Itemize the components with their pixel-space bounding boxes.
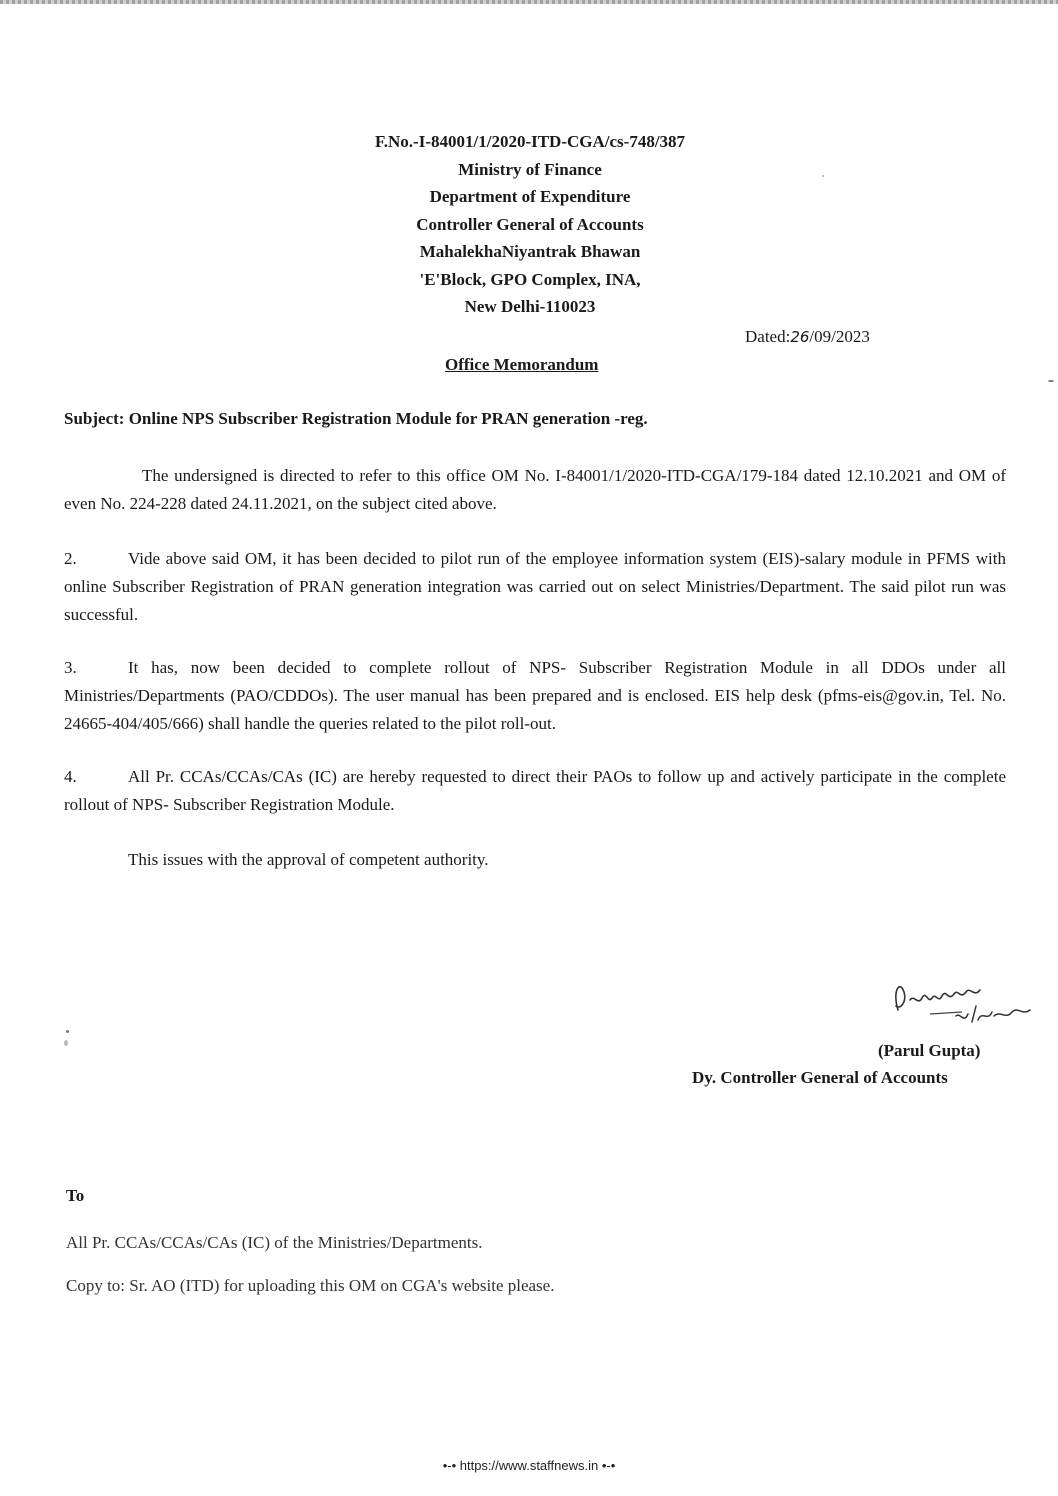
file-number [340, 128, 720, 156]
scan-speck [66, 1030, 69, 1033]
city-address: New Delhi-110023 [464, 297, 596, 316]
scan-speck [822, 175, 824, 177]
file-number-handwritten: 387 [659, 132, 686, 151]
document-title: Office Memorandum [445, 355, 599, 374]
copy-to-line: Copy to: Sr. AO (ITD) for uploading this OM on CGA's website please. [66, 1276, 555, 1295]
letterhead [340, 128, 720, 321]
date-day-handwritten: 26 [790, 328, 810, 346]
paragraph-text: It has, now been decided to complete rollout of NPS- Subscriber Registration Module in all DDOs under all Ministries/Departments (PAO/CDDOs). The user manual has been prepared and is enclosed. EIS help desk (pfms-eis@gov.in, Tel. No. 24665-404/405/666) shall handle the queries related to the pilot roll-out. [64, 658, 1006, 733]
file-number-text: F.No.-I-84001/1/2020-ITD-CGA/cs-748/ [374, 132, 660, 151]
handwritten-signature [870, 970, 1040, 1040]
paragraph-number: 3. [64, 658, 77, 677]
date-rest: /09/2023 [809, 327, 870, 346]
paragraph-1: The undersigned is directed to refer to this office OM No. I-84001/1/2020-ITD-CGA/179-184 dated 12.10.2021 and OM of even No. 224-228 dated 24.11.2021, on the subject cited above. [64, 466, 1006, 513]
footer-url: •-• https://www.staffnews.in •-• [442, 1458, 616, 1473]
signatory-name: (Parul Gupta) [878, 1041, 981, 1060]
approval-note: This issues with the approval of competent authority. [128, 850, 489, 869]
block-address: 'E'Block, GPO Complex, INA, [419, 269, 641, 289]
ministry-name: Ministry of Finance [458, 159, 602, 179]
date-prefix: Dated: [745, 327, 791, 346]
department-name: Department of Expenditure [429, 187, 631, 206]
addressee-line: All Pr. CCAs/CCAs/CAs (IC) of the Ministries/Departments. [66, 1233, 483, 1252]
to-label: To [66, 1186, 85, 1205]
subject-line: Subject: Online NPS Subscriber Registration Module for PRAN generation -reg. [64, 409, 648, 428]
scan-speck [1048, 380, 1054, 382]
paragraph-2 [64, 545, 1006, 629]
paragraph-number: 4. [64, 767, 77, 786]
building-name: MahalekhaNiyantrak Bhawan [419, 242, 641, 261]
scan-top-edge [0, 0, 1058, 4]
scan-speck [64, 1040, 68, 1046]
office-name: Controller General of Accounts [416, 214, 644, 234]
paragraph-4 [64, 763, 1006, 819]
paragraph-3 [64, 654, 1006, 738]
signatory-designation: Dy. Controller General of Accounts [692, 1068, 948, 1087]
paragraph-number: 2. [64, 549, 77, 568]
date-line [745, 327, 870, 347]
paragraph-text: All Pr. CCAs/CCAs/CAs (IC) are hereby requested to direct their PAOs to follow up and actively participate in the complete rollout of NPS- Subscriber Registration Module. [64, 767, 1006, 814]
paragraph-text: Vide above said OM, it has been decided to pilot run of the employee information system (EIS)-salary module in PFMS with online Subscriber Registration of PRAN generation integration was carried out on select Ministries/Department. The said pilot run was successful. [64, 549, 1006, 624]
